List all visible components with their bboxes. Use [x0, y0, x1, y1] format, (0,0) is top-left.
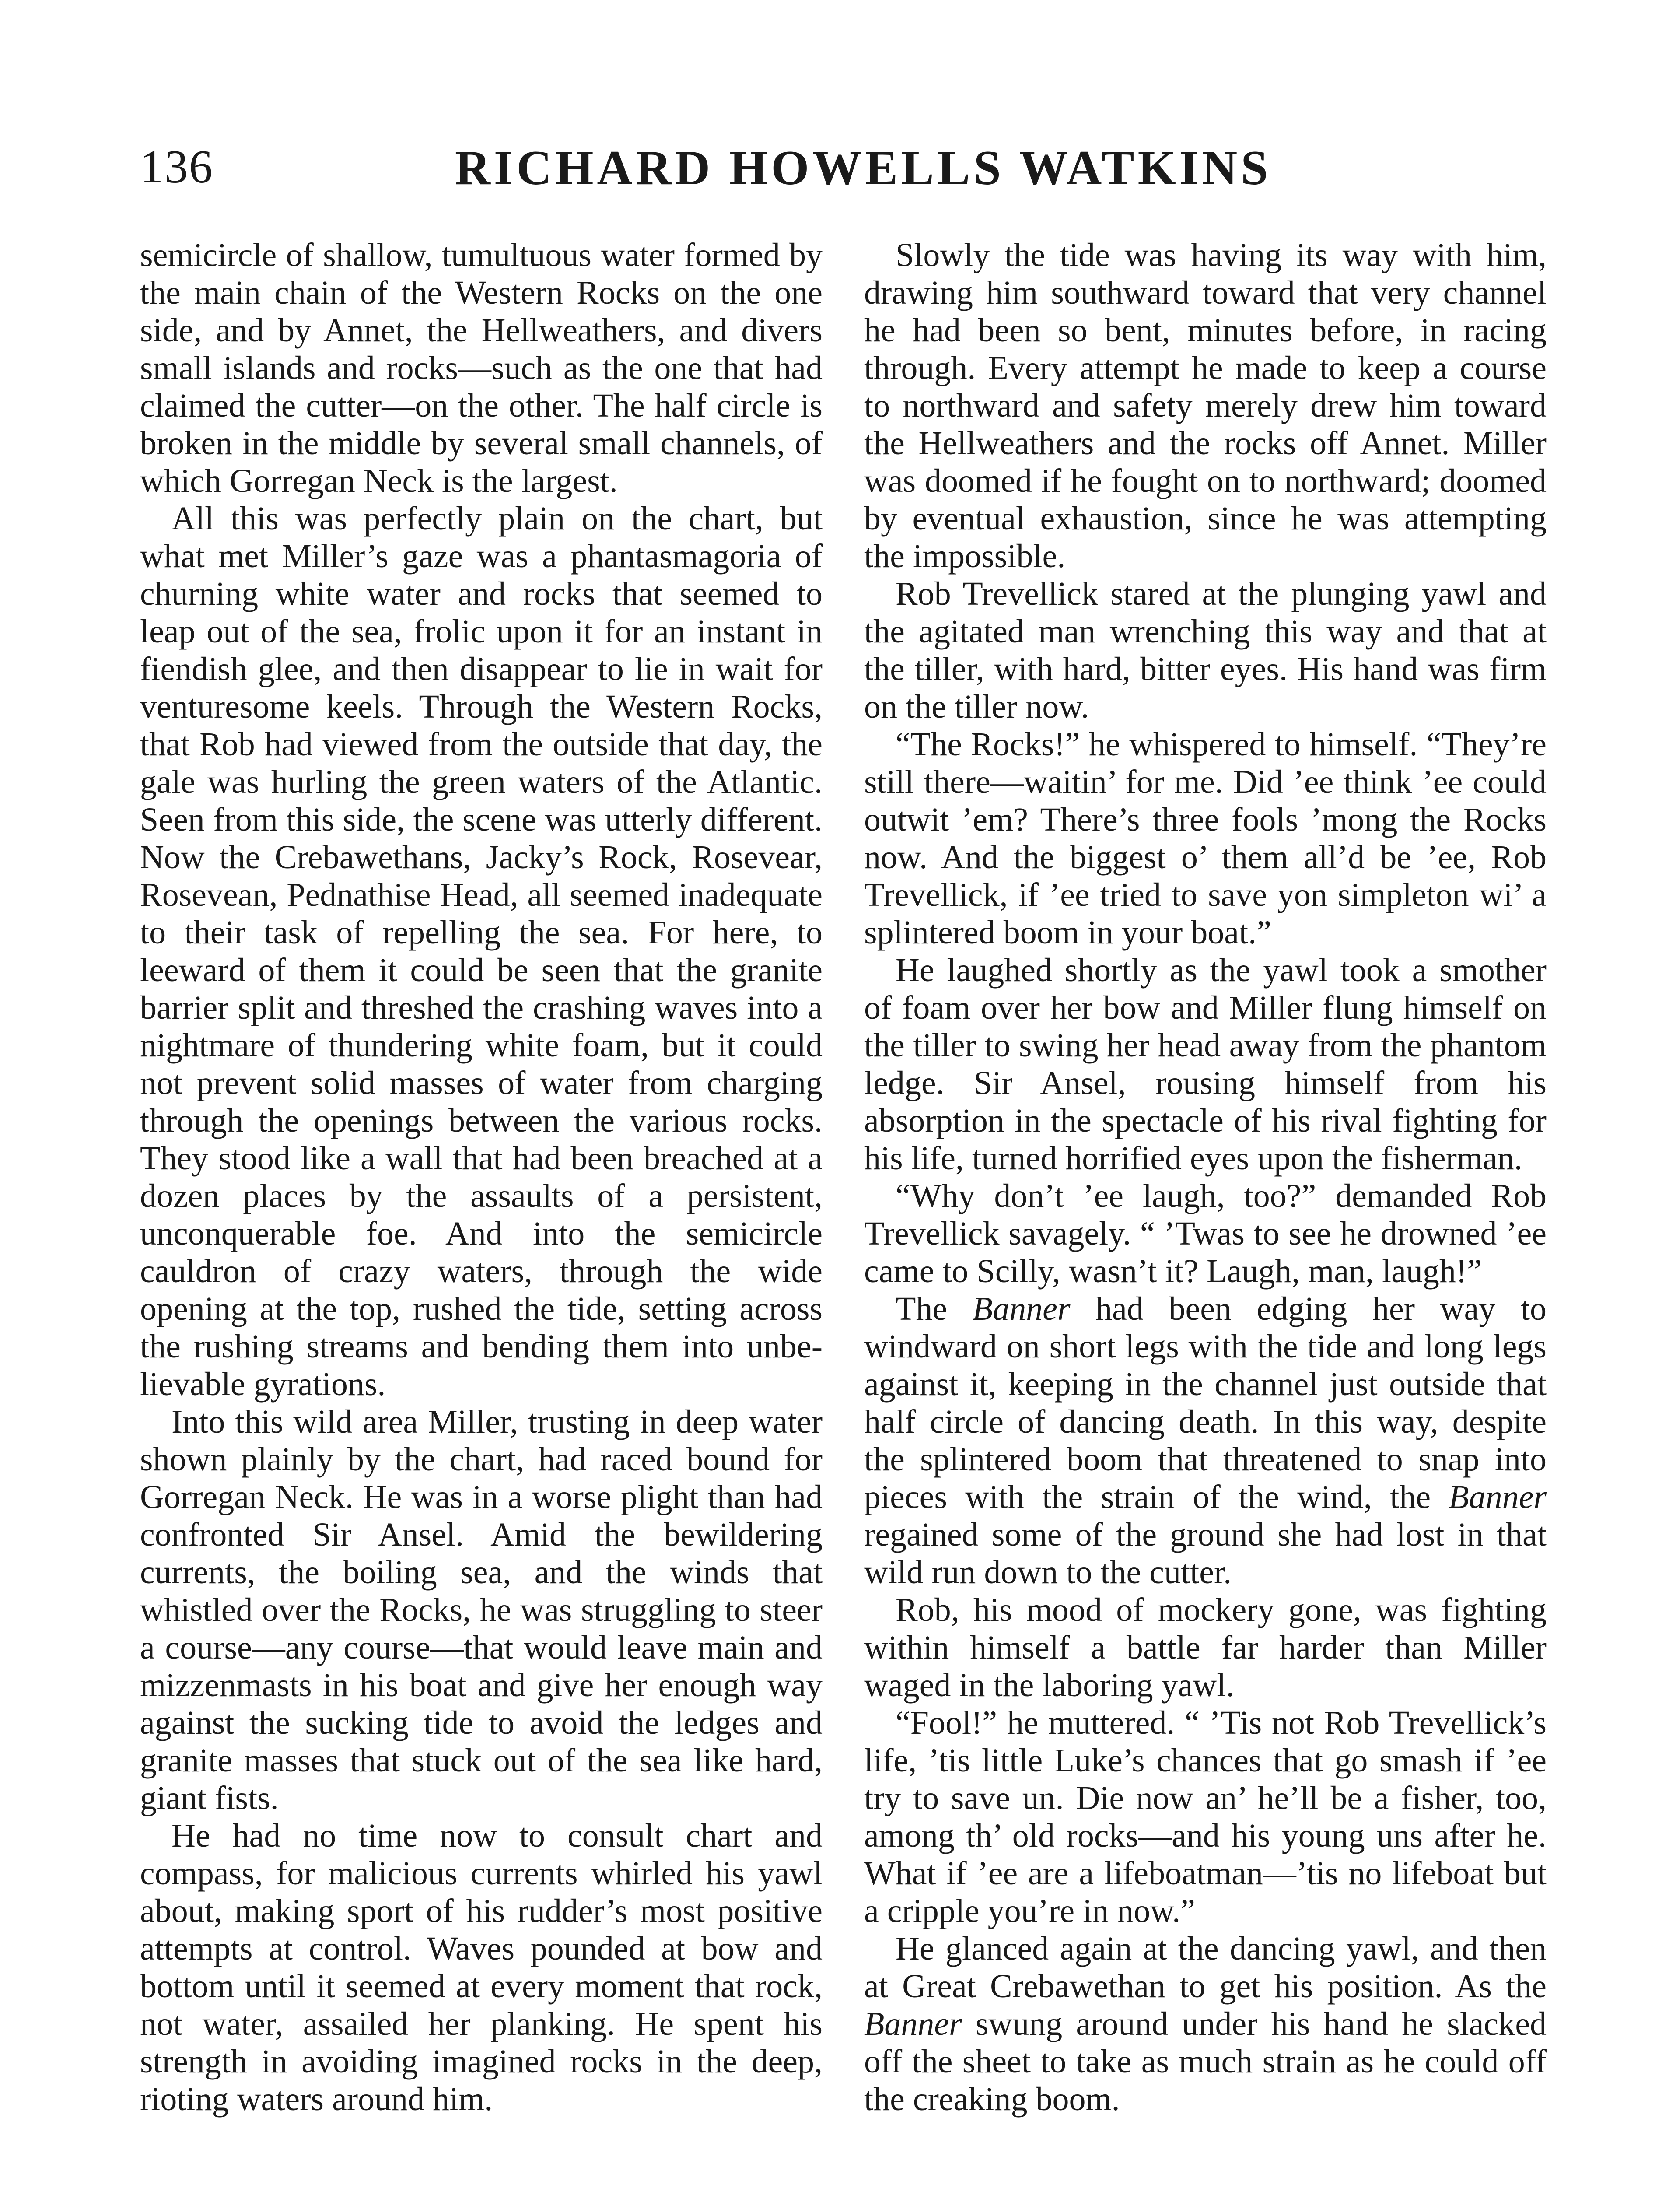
paragraph: Rob Trevellick stared at the plunging yawl and the agitated man wrenching this way and that at the tiller, with hard, bitter eyes. His hand was firm on the tiller now. — [864, 575, 1547, 725]
paragraph: Slowly the tide was having its way with him, drawing him southward toward that very channel he had been so bent, minutes before, in racing through. Every attempt he made to keep a course to northward and safety merely drew him toward the Hellweathers and the rocks off Annet. Miller was doomed if he fought on to northward; doomed by eventual exhaustion, since he was attempting the impossible. — [864, 237, 1547, 575]
paragraph: He laughed shortly as the yawl took a smother of foam over her bow and Miller flung himself on the tiller to swing her head away from the phantom ledge. Sir Ansel, rousing himself from his absorption in the spectacle of his rival fighting for his life, turned horrified eyes upon the fisherman. — [864, 952, 1547, 1177]
paragraph: Into this wild area Miller, trusting in deep water shown plainly by the chart, had raced bound for Gorregan Neck. He was in a worse plight than had confronted Sir Ansel. Amid the bewildering currents, the boiling sea, and the winds that whistled over the Rocks, he was struggling to steer a course—any course—that would leave main and mizzenmasts in his boat and give her enough way against the sucking tide to avoid the ledges and granite masses that stuck out of the sea like hard, giant fists. — [140, 1403, 822, 1816]
text-run: He glanced again at the dancing yawl, and then at Great Crebawethan to get his position. As the — [864, 1930, 1547, 2005]
ship-name: Banner — [864, 2006, 962, 2042]
left-column — [140, 236, 822, 2118]
running-head — [131, 131, 1549, 219]
paragraph — [864, 1290, 1547, 1591]
text-run: The — [896, 1290, 973, 1327]
text-run: swung around under his hand he slacked off the sheet to take as much strain as he could off the creaking boom. — [864, 2006, 1547, 2118]
paragraph: “Fool!” he muttered. “ ’Tis not Rob Trevellick’s life, ’tis little Luke’s chances that go smash if ’ee try to save un. Die now an’ he’ll be a fisher, too, among th’ old rocks—and his young uns after he. What if ’ee are a lifeboatman—’tis no lifeboat but a cripple you’re in now.” — [864, 1704, 1547, 1929]
paragraph: “The Rocks!” he whispered to himself. “They’re still there—waitin’ for me. Did ’ee think ’ee could outwit ’em? There’s three fools ’mong the Rocks now. And the biggest o’ them all’d be ’ee, Rob Trevellick, if ’ee tried to save yon simpleton wi’ a splintered boom in your boat.” — [864, 726, 1547, 951]
ship-name: Banner — [1449, 1479, 1547, 1515]
paragraph: All this was perfectly plain on the chart, but what met Miller’s gaze was a phantasmagoria of churning white water and rocks that seemed to leap out of the sea, frolic upon it for an instant in fiendish glee, and then disappear to lie in wait for venturesome keels. Through the Western Rocks, that Rob had viewed from the outside that day, the gale was hurling the green waters of the Atlantic. Seen from this side, the scene was utterly different. Now the Crebawethans, Jacky’s Rock, Rosevear, Rosevean, Pednathise Head, all seemed inadequate to their task of repelling the sea. For here, to leeward of them it could be seen that the granite barrier split and threshed the crashing waves into a nightmare of thundering white foam, but it could not prevent solid masses of water from charging through the openings between the various rocks. They stood like a wall that had been breached at a dozen places by the assaults of a persistent, unconquerable foe. And into the semicircle cauldron of crazy waters, through the wide opening at the top, rushed the tide, setting across the rushing streams and bending them into unbelievable gyrations. — [140, 500, 822, 1403]
ship-name: Banner — [972, 1290, 1071, 1327]
running-head-author: RICHARD HOWELLS WATKINS — [455, 141, 1272, 195]
paragraph: He had no time now to consult chart and compass, for malicious currents whirled his yawl about, making sport of his rudder’s most positive attempts at control. Waves pounded at bow and bottom until it seemed at every moment that rock, not water, assailed her planking. He spent his strength in avoiding imagined rocks in the deep, rioting waters around him. — [140, 1817, 822, 2118]
paragraph: “Why don’t ’ee laugh, too?” demanded Rob Trevellick savagely. “ ’Twas to see he drowned ’ee came to Scilly, wasn’t it? Laugh, man, laugh!” — [864, 1178, 1547, 1290]
paragraph: Rob, his mood of mockery gone, was fighting within himself a battle far harder than Miller waged in the laboring yawl. — [864, 1592, 1547, 1704]
text-run: regained some of the ground she had lost in that wild run down to the cutter. — [864, 1516, 1547, 1591]
paragraph: semicircle of shallow, tumultuous water formed by the main chain of the Western Rocks on the one side, and by Annet, the Hellweathers, and divers small islands and rocks—such as the one that had claimed the cutter—on the other. The half circle is broken in the middle by several small channels, of which Gorregan Neck is the largest. — [140, 237, 822, 499]
text-run: had been edging her way to windward on short legs with the tide and long legs against it, keeping in the channel just outside that half circle of dancing death. In this way, despite the splintered boom that threatened to snap into pieces with the strain of the wind, the — [864, 1290, 1547, 1515]
paragraph — [864, 1930, 1547, 2118]
page-number: 136 — [140, 141, 214, 193]
right-column — [864, 236, 1547, 2118]
